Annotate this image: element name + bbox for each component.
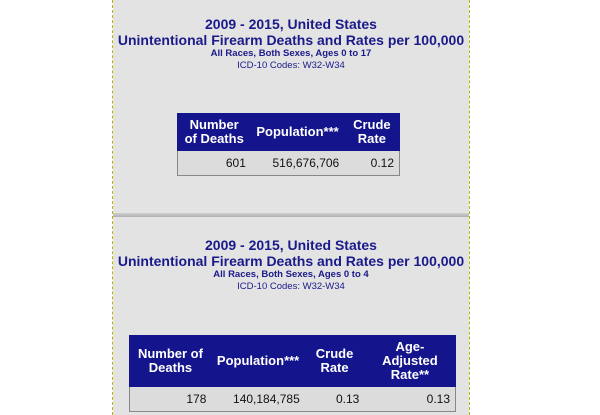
report-subtitle: All Races, Both Sexes, Ages 0 to 4 (213, 269, 369, 280)
report-icd-codes: ICD-10 Codes: W32-W34 (237, 60, 345, 71)
table-row (130, 387, 456, 412)
col-population: Population*** (211, 336, 304, 387)
report-title-years: 2009 - 2015, United States (205, 237, 377, 253)
report-title-main: Unintentional Firearm Deaths and Rates per 100,000 (117, 32, 465, 48)
col-number-of-deaths: Number of Deaths (130, 336, 212, 387)
report-panel-ages-0-17 (113, 0, 469, 213)
cell-population: 140,184,785 (211, 387, 304, 412)
cell-deaths: 601 (178, 151, 251, 176)
table-header-row (178, 114, 400, 151)
cell-population: 516,676,706 (251, 151, 344, 176)
results-table (177, 113, 400, 176)
table-row (178, 151, 400, 176)
results-table (129, 335, 456, 412)
col-population: Population*** (251, 114, 344, 151)
col-number-of-deaths: Number of Deaths (178, 114, 251, 151)
cell-age-adjusted-rate: 0.13 (364, 387, 455, 412)
col-crude-rate: Crude Rate (305, 336, 365, 387)
col-crude-rate: Crude Rate (344, 114, 399, 151)
report-title-main: Unintentional Firearm Deaths and Rates per 100,000 (117, 253, 465, 269)
table-header-row (130, 336, 456, 387)
report-panel-ages-0-4 (113, 217, 469, 415)
report-header (93, 16, 489, 72)
cell-deaths: 178 (130, 387, 212, 412)
col-age-adjusted-rate: Age-Adjusted Rate** (364, 336, 455, 387)
cell-crude-rate: 0.13 (305, 387, 365, 412)
report-icd-codes: ICD-10 Codes: W32-W34 (237, 281, 345, 292)
report-title-years: 2009 - 2015, United States (205, 16, 377, 32)
report-subtitle: All Races, Both Sexes, Ages 0 to 17 (210, 48, 372, 59)
cell-crude-rate: 0.12 (344, 151, 399, 176)
report-header (93, 237, 489, 293)
